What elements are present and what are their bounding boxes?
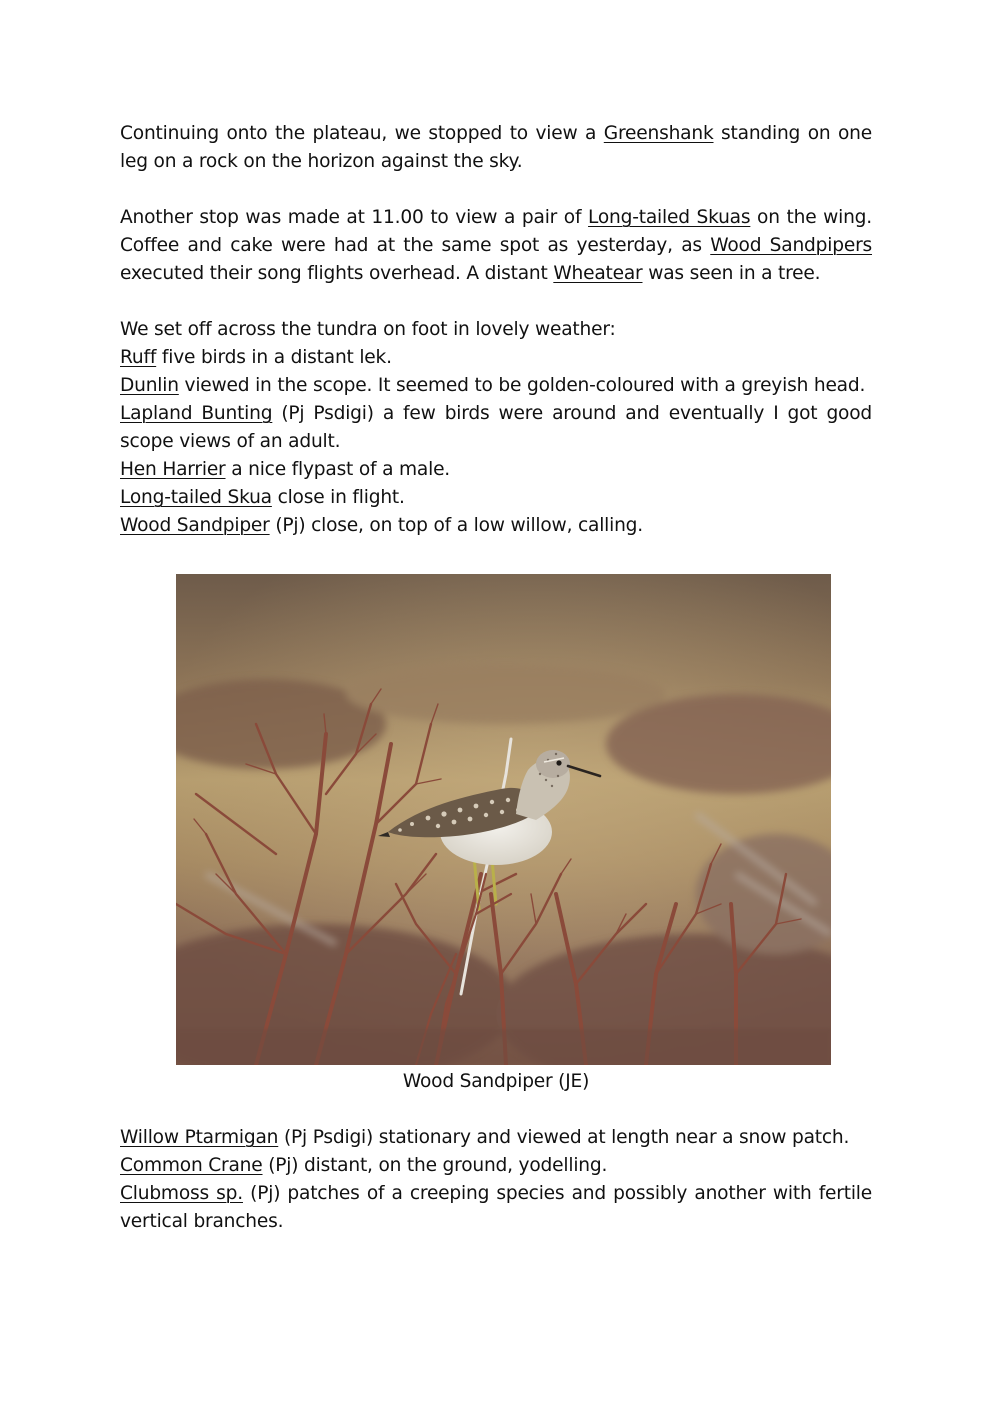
species-wheatear: Wheatear xyxy=(553,263,643,284)
species-name: Wood Sandpiper xyxy=(120,515,270,536)
photo-illustration xyxy=(176,574,831,1065)
text-run: standing on one leg on a rock on the horizon against the sky. xyxy=(120,123,872,172)
species-wood-sandpipers: Wood Sandpipers xyxy=(710,235,872,256)
species-note: (Pj) distant, on the ground, yodelling. xyxy=(262,1155,608,1176)
species-name: Willow Ptarmigan xyxy=(120,1127,279,1148)
document-body xyxy=(120,120,872,540)
text-run: was seen in a tree. xyxy=(642,263,821,284)
species-note: (Pj Psdigi) a few birds were around and eventually I got good scope views of an adult. xyxy=(120,403,872,452)
species-name: Dunlin xyxy=(120,375,179,396)
paragraph-skuas xyxy=(120,204,872,288)
species-name: Hen Harrier xyxy=(120,459,226,480)
species-note: five birds in a distant lek. xyxy=(156,347,392,368)
sighting-line xyxy=(120,1152,872,1180)
bird-eye xyxy=(556,760,561,765)
sighting-line xyxy=(120,456,872,484)
species-name: Common Crane xyxy=(120,1155,263,1176)
paragraph-greenshank xyxy=(120,120,872,176)
photo-caption: Wood Sandpiper (JE) xyxy=(402,1071,590,1092)
paragraph-tundra: We set off across the tundra on foot in lovely weather: xyxy=(120,319,616,340)
species-name: Clubmoss sp. xyxy=(120,1183,243,1204)
species-note: (Pj) patches of a creeping species and possibly another with fertile vertical branches. xyxy=(120,1183,873,1232)
species-greenshank: Greenshank xyxy=(603,123,714,144)
foreground-blur xyxy=(176,1029,831,1065)
species-long-tailed-skuas: Long-tailed Skuas xyxy=(588,207,751,228)
species-note: close in flight. xyxy=(271,487,405,508)
sighting-line xyxy=(120,1124,872,1152)
sighting-line xyxy=(120,372,872,400)
species-note: (Pj) close, on top of a low willow, calling. xyxy=(269,515,643,536)
sighting-line xyxy=(120,1180,872,1236)
species-note: viewed in the scope. It seemed to be golden-coloured with a greyish head. xyxy=(178,375,866,396)
text-run: Continuing onto the plateau, we stopped to view a xyxy=(120,123,604,144)
sighting-line xyxy=(120,484,872,512)
species-name: Ruff xyxy=(120,347,157,368)
species-name: Lapland Bunting xyxy=(120,403,273,424)
species-note: (Pj Psdigi) stationary and viewed at length near a snow patch. xyxy=(278,1127,850,1148)
spacer xyxy=(120,176,872,204)
sighting-line xyxy=(120,512,872,540)
sighting-line xyxy=(120,400,872,456)
spacer xyxy=(120,288,872,316)
species-note: a nice flypast of a male. xyxy=(225,459,451,480)
text-run: on the wing. Coffee and cake were had at the same spot as yesterday, as xyxy=(120,207,872,256)
text-run: Another stop was made at 11.00 to view a pair of xyxy=(120,207,589,228)
species-name: Long-tailed Skua xyxy=(120,487,272,508)
document-body-continued xyxy=(120,1124,872,1236)
wood-sandpiper-photo xyxy=(176,574,831,1065)
sighting-line xyxy=(120,344,872,372)
text-run: executed their song flights overhead. A distant xyxy=(120,263,554,284)
